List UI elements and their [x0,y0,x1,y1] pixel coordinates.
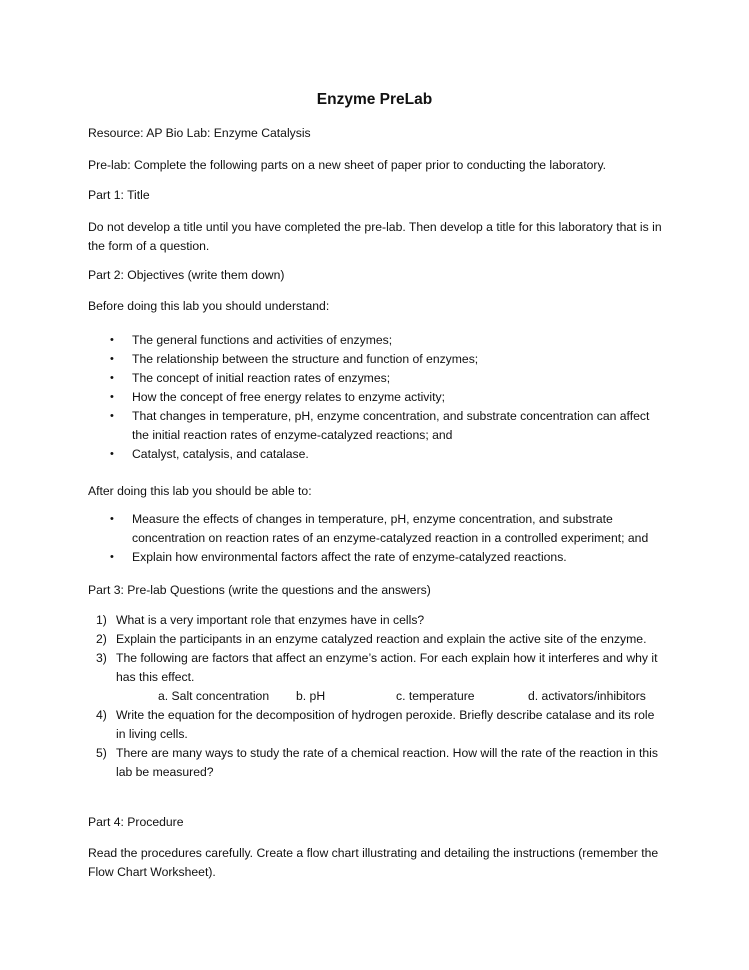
list-item: • Catalyst, catalysis, and catalase. [88,445,666,464]
list-item: • The general functions and activities of enzymes; [88,331,666,350]
part1-text: Do not develop a title until you have completed the pre-lab. Then develop a title for this laboratory that is in the form of a question. [88,220,662,253]
part4-heading: Part 4: Procedure [88,815,184,829]
factor-item: b. pH [296,689,326,703]
question-item: 5) There are many ways to study the rate of a chemical reaction. How will the rate of the reaction in this lab be measured? [96,746,658,779]
part2-heading: Part 2: Objectives (write them down) [88,268,285,282]
factor-item: a. Salt concentration [158,689,270,703]
after-intro: After doing this lab you should be able to: [88,484,312,498]
part1-heading: Part 1: Title [88,188,150,202]
bullet-icon: • [110,513,114,525]
list-item: • The relationship between the structure and function of enzymes; [88,350,666,369]
bullet-icon: • [110,448,114,460]
before-objectives-list [88,331,666,464]
before-intro: Before doing this lab you should understand: [88,299,330,313]
list-item: • That changes in temperature, pH, enzyme concentration, and substrate concentration can affect the initial reaction rates of enzyme-catalyzed reactions; and [110,409,650,442]
prelab-questions-list [88,611,666,782]
after-objectives-list [88,510,666,567]
bullet-icon: • [110,353,114,365]
bullet-icon: • [110,334,114,346]
part3-heading: Part 3: Pre-lab Questions (write the questions and the answers) [88,583,431,597]
page-title: Enzyme PreLab [316,91,433,108]
question-item: 1) What is a very important role that enzymes have in cells? [96,613,425,627]
question-item: 2) Explain the participants in an enzyme catalyzed reaction and explain the active site of the enzyme. [96,632,647,646]
prelab-instructions: Pre-lab: Complete the following parts on a new sheet of paper prior to conducting the laboratory. [88,158,607,172]
part4-text: Read the procedures carefully. Create a flow chart illustrating and detailing the instructions (remember the Flow Chart Worksheet). [88,846,659,879]
factor-options [116,687,666,706]
resource-line: Resource: AP Bio Lab: Enzyme Catalysis [88,126,311,140]
list-item: • Measure the effects of changes in temperature, pH, enzyme concentration, and substrate concentration on reaction rates of an enzyme-catalyzed reaction in a controlled experiment; and [110,512,649,545]
bullet-icon: • [110,391,114,403]
factor-item: c. temperature [396,689,475,703]
question-item: 3) The following are factors that affect an enzyme’s action. For each explain how it interferes and why it has this effect. a. Salt concentration b. pH c. temperature d. activators/inhibitors [88,649,666,706]
bullet-icon: • [110,410,114,422]
bullet-icon: • [110,372,114,384]
bullet-icon: • [110,551,114,563]
list-item: • The concept of initial reaction rates of enzymes; [88,369,666,388]
factor-item: d. activators/inhibitors [528,689,646,703]
list-item: • How the concept of free energy relates to enzyme activity; [88,388,666,407]
list-item: • Explain how environmental factors affect the rate of enzyme-catalyzed reactions. [88,548,666,567]
question-item: 4) Write the equation for the decomposition of hydrogen peroxide. Briefly describe catalase and its role in living cells. [96,708,655,741]
